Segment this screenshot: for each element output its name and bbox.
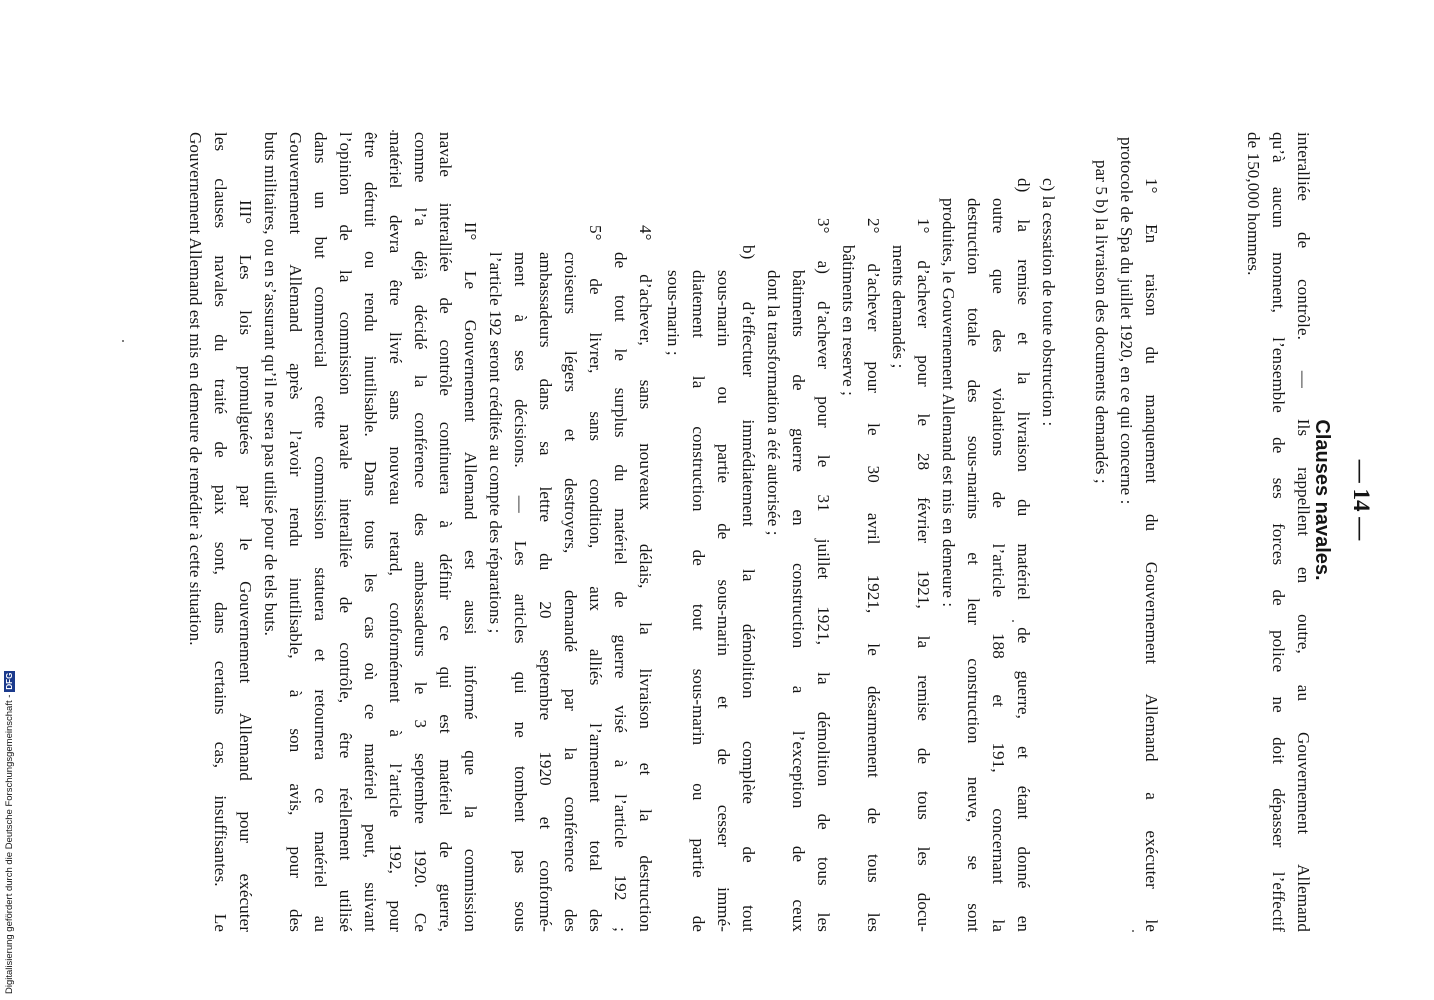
scan-speck [392,130,394,132]
text-line: de 150,000 hommes. [1244,132,1263,276]
scan-speck [1012,620,1014,622]
scan-speck [122,340,124,342]
text-line: ambassadeurs dans sa lettre du 20 septembre 1920 et conformé- [536,252,555,932]
text-line: destruction totale des sous-marins et leur construction neuve, se sont [964,198,983,932]
text-line: sous-marin ; [664,270,683,356]
text-line: les clauses navales du traité de paix sont, dans certains cas, insuffisantes. Le [211,132,230,932]
digitization-credit [1,14,19,994]
text-line: 2° d’achever pour le 30 avril 1921, le désarmement de tous les [864,218,883,932]
text-line: par 5 b) la livraison des documents demandés ; [1092,160,1111,484]
text-line: 1° En raison du manquement du Gouvernement Allemand a exécuter le [1142,178,1161,932]
text-line: matériel devra être livré sans nouveau retard, conformément à l’article 192, pour [386,132,405,932]
text-line: bâtiments en reserve ; [839,245,858,396]
text-line: III° Les lois promulguées par le Gouvernement Allemand pour exécuter [236,200,255,932]
text-line: navale interalliée de contrôle continuera à définir ce qui est matériel de guerre, [436,132,455,932]
text-line: l’article 192 seront crédités au compte des réparations ; [486,252,505,634]
text-line: Gouvernement Allemand est mis en demeure de remédier à cette situation. [186,132,205,646]
scan-speck [1132,930,1134,932]
text-line: sous-marin ou partie de sous-marin et de cesser immé- [714,270,733,932]
text-line: bâtiments de guerre en construction a l’exception de ceux [789,270,808,932]
text-line: outre que des violations de l’article 188 et 191, concernant la [989,198,1008,932]
text-line: l’opinion de la commission navale interalliée de contrôle, être réellement utilisé [336,132,355,932]
text-line: buts militaires, ou en s’assurant qu’il ne sera pas utilisé pour de tels buts. [261,132,280,637]
text-line: 3° a) d’achever pour le 31 juillet 1921, la démolition de tous les [814,218,833,932]
credit-text: Digitalisierung gefördert durch die Deutsche Forschungsgemeinschaft - [4,694,15,994]
page-number: — 14 — [1349,459,1374,541]
text-line: dont la transformation a été autorisée ; [764,270,783,536]
text-line: être détruit ou rendu inutilisable. Dans tous les cas où ce matériel peut, suivant [361,132,380,932]
text-line: de tout le surplus du matériel de guerre visé à l’article 192 ; [611,252,630,932]
text-line: croiseurs légers et destroyers, demandé par la conférence des [561,252,580,932]
text-line: produites, le Gouvernement Allemand est mis en demeure : [939,198,958,608]
section-title: Clauses navales. [1311,419,1333,581]
text-line: ments demandés ; [889,245,908,369]
text-line: dans un but commercial cette commission statuera et retournera ce matériel au [311,132,330,932]
text-line: 1° d’achever pour le 28 février 1921, la remise de tous les docu- [914,218,933,932]
text-line: d) la remise et la livraison du matériel de guerre, et étant donné en [1014,178,1033,932]
text-line: b) d’effectuer immédiatement la démolition complète de tout [739,245,758,932]
text-line: interalliée de contrôle. — Ils rappellent en outre, au Gouvernement Allemand [1294,132,1313,932]
text-line: protocole de Spa du juillet 1920, en ce qui concerne : [1117,137,1136,505]
text-line: c) la cessation de toute obstruction : [1039,178,1058,427]
text-line: II° Le Gouvernement Allemand est aussi informé que la commission [461,222,480,932]
text-line: 4° d’achever, sans nouveaux délais, la livraison et la destruction [636,225,655,932]
text-line: ment à ses décisions. — Les articles qui ne tombent pas sous [511,252,530,932]
text-line: Gouvernement Allemand après l’avoir rendu inutilisable, à son avis, pour des [286,132,305,932]
text-line: qu’à aucun moment, l’ensemble de ses forces de police ne doit dépasser l’effectif [1269,132,1288,932]
text-line: 5° de livrer, sans condition, aux alliés l’armement total des [586,225,605,932]
text-line: comme l’a déjà décidé la conférence des ambassadeurs le 3 septembre 1920. Ce [411,132,430,932]
text-line: diatement la construction de tout sous-marin ou partie de [689,270,708,932]
dfg-logo: DFG [4,672,14,690]
